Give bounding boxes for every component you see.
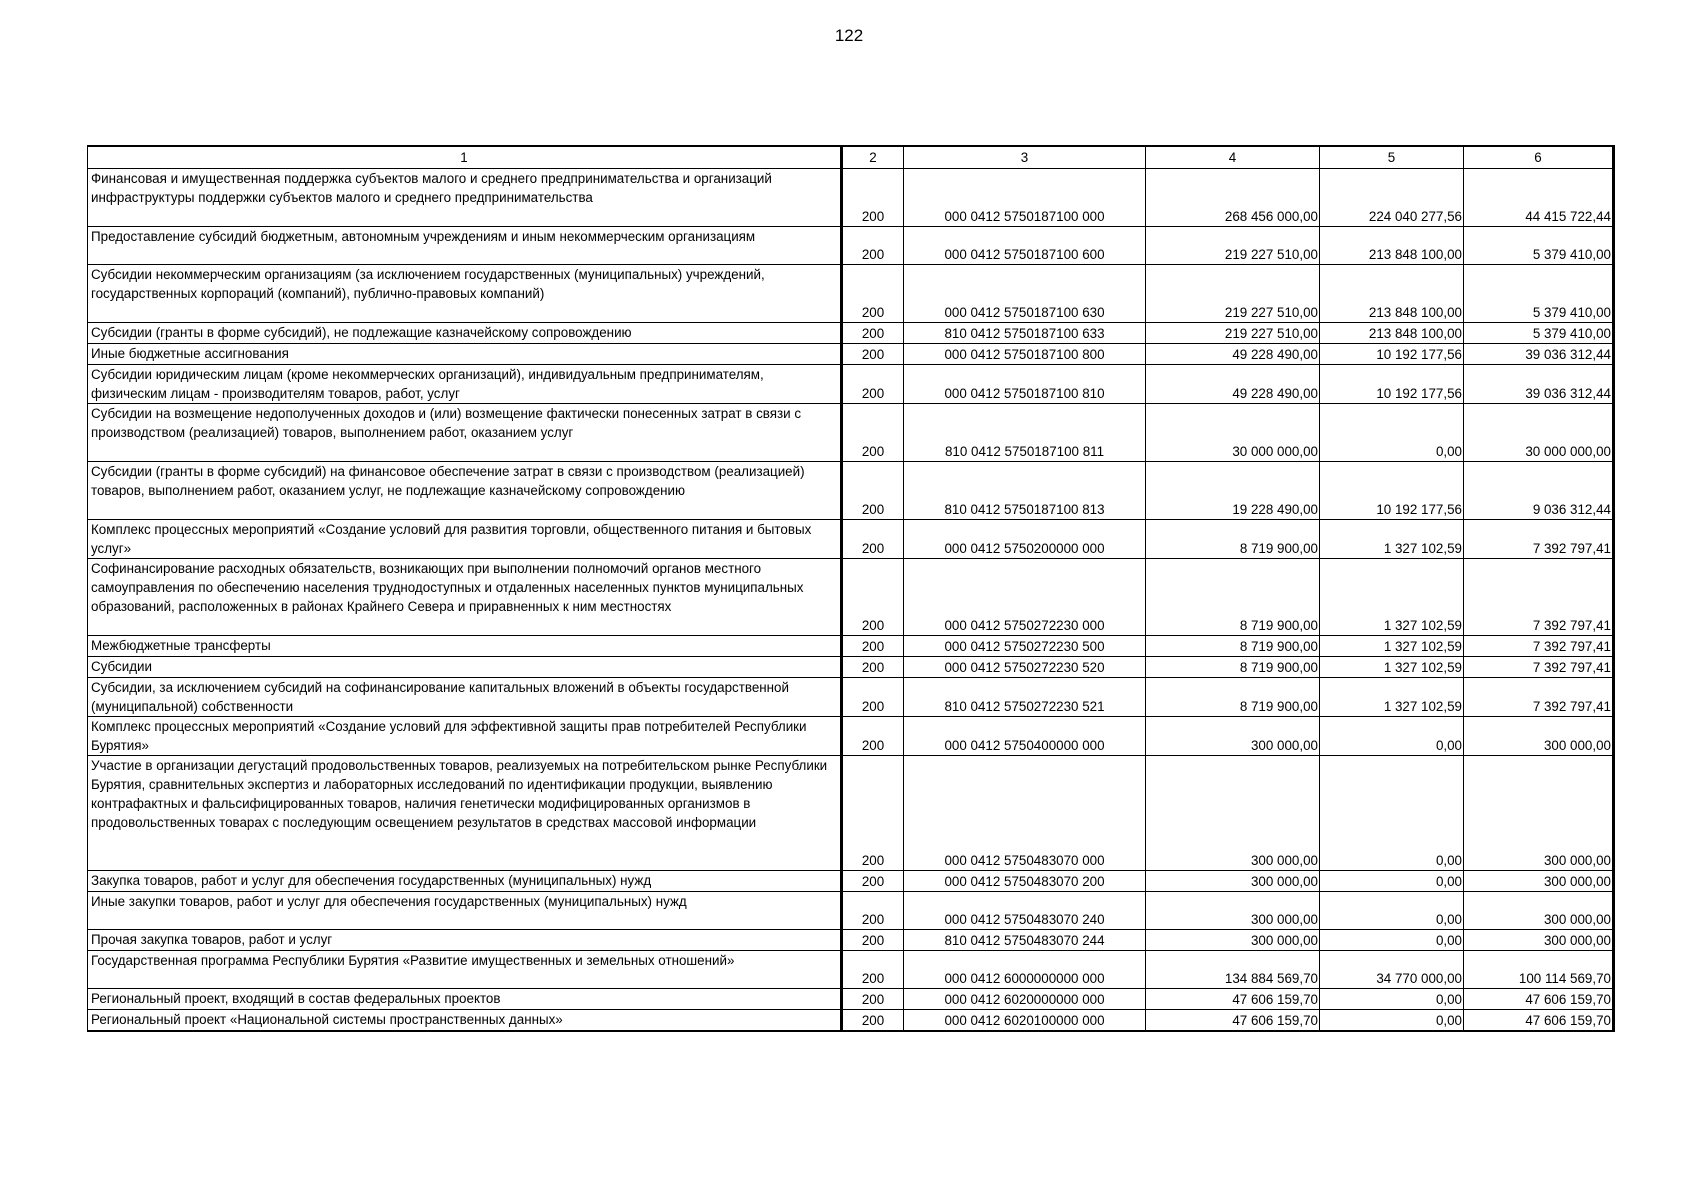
row-name: Межбюджетные трансферты <box>88 636 842 657</box>
row-col2-value: 200 <box>842 892 904 930</box>
row-col2-value: 200 <box>842 989 904 1010</box>
table-row <box>88 678 1614 717</box>
table-row <box>88 559 1614 636</box>
page-number: 122 <box>834 26 864 45</box>
row-budget-code: 000 0412 6020000000 000 <box>904 989 1146 1010</box>
row-col2-value: 200 <box>842 717 904 756</box>
row-amount-5: 1 327 102,59 <box>1320 678 1464 717</box>
row-amount-4: 8 719 900,00 <box>1146 636 1320 657</box>
row-amount-4: 47 606 159,70 <box>1146 989 1320 1010</box>
row-amount-5: 0,00 <box>1320 989 1464 1010</box>
row-amount-6: 7 392 797,41 <box>1464 678 1614 717</box>
table-body <box>88 169 1614 1031</box>
row-name: Субсидии на возмещение недополученных доходов и (или) возмещение фактически понесенных затрат в связи с производством (реализацией) товаров, выполнением работ, оказанием услуг <box>88 404 842 462</box>
row-budget-code: 000 0412 5750200000 000 <box>904 520 1146 559</box>
row-amount-6: 300 000,00 <box>1464 871 1614 892</box>
table-header-row <box>88 146 1614 169</box>
row-amount-6: 7 392 797,41 <box>1464 559 1614 636</box>
row-amount-5: 10 192 177,56 <box>1320 365 1464 404</box>
row-budget-code: 810 0412 5750483070 244 <box>904 930 1146 951</box>
row-amount-6: 30 000 000,00 <box>1464 404 1614 462</box>
row-amount-5: 213 848 100,00 <box>1320 227 1464 265</box>
table-row <box>88 636 1614 657</box>
table-row <box>88 323 1614 344</box>
row-name: Иные закупки товаров, работ и услуг для обеспечения государственных (муниципальных) нужд <box>88 892 842 930</box>
row-budget-code: 000 0412 5750272230 520 <box>904 657 1146 678</box>
table-row <box>88 951 1614 989</box>
row-budget-code: 810 0412 5750272230 521 <box>904 678 1146 717</box>
row-amount-5: 0,00 <box>1320 892 1464 930</box>
row-amount-4: 219 227 510,00 <box>1146 323 1320 344</box>
row-name: Прочая закупка товаров, работ и услуг <box>88 930 842 951</box>
table-row <box>88 989 1614 1010</box>
row-col2-value: 200 <box>842 520 904 559</box>
row-amount-5: 1 327 102,59 <box>1320 520 1464 559</box>
row-name: Субсидии, за исключением субсидий на софинансирование капитальных вложений в объекты государственной (муниципальной) собственности <box>88 678 842 717</box>
row-col2-value: 200 <box>842 559 904 636</box>
row-col2-value: 200 <box>842 951 904 989</box>
row-col2-value: 200 <box>842 265 904 323</box>
row-amount-5: 0,00 <box>1320 871 1464 892</box>
row-name: Софинансирование расходных обязательств, возникающих при выполнении полномочий органов местного самоуправления по обеспечению населения труднодоступных и отдаленных населенных пунктов муниципальных образований, расположенных в районах Крайнего Севера и приравненных к ним местностях <box>88 559 842 636</box>
row-amount-6: 300 000,00 <box>1464 756 1614 871</box>
row-col2-value: 200 <box>842 636 904 657</box>
row-amount-4: 219 227 510,00 <box>1146 265 1320 323</box>
row-col2-value: 200 <box>842 227 904 265</box>
row-amount-5: 0,00 <box>1320 404 1464 462</box>
row-col2-value: 200 <box>842 323 904 344</box>
row-name: Закупка товаров, работ и услуг для обеспечения государственных (муниципальных) нужд <box>88 871 842 892</box>
row-amount-5: 224 040 277,56 <box>1320 169 1464 227</box>
row-budget-code: 810 0412 5750187100 813 <box>904 462 1146 520</box>
row-budget-code: 000 0412 5750272230 500 <box>904 636 1146 657</box>
table-row <box>88 265 1614 323</box>
column-header-5: 5 <box>1320 146 1464 169</box>
row-amount-4: 47 606 159,70 <box>1146 1010 1320 1031</box>
row-col2-value: 200 <box>842 404 904 462</box>
row-amount-6: 300 000,00 <box>1464 717 1614 756</box>
row-name: Комплекс процессных мероприятий «Создание условий для развития торговли, общественного питания и бытовых услуг» <box>88 520 842 559</box>
row-amount-6: 44 415 722,44 <box>1464 169 1614 227</box>
row-budget-code: 000 0412 5750187100 810 <box>904 365 1146 404</box>
row-amount-5: 1 327 102,59 <box>1320 636 1464 657</box>
row-col2-value: 200 <box>842 871 904 892</box>
budget-table <box>87 145 1615 1032</box>
row-amount-5: 213 848 100,00 <box>1320 265 1464 323</box>
column-header-4: 4 <box>1146 146 1320 169</box>
row-amount-5: 0,00 <box>1320 1010 1464 1031</box>
column-header-2: 2 <box>842 146 904 169</box>
row-name: Субсидии (гранты в форме субсидий) на финансовое обеспечение затрат в связи с производством (реализацией) товаров, выполнением работ, оказанием услуг, не подлежащие казначейскому сопровождению <box>88 462 842 520</box>
table-row <box>88 365 1614 404</box>
row-amount-4: 8 719 900,00 <box>1146 678 1320 717</box>
row-name: Субсидии некоммерческим организациям (за исключением государственных (муниципальных) учреждений, государственных корпораций (компаний), публично-правовых компаний) <box>88 265 842 323</box>
row-budget-code: 000 0412 5750400000 000 <box>904 717 1146 756</box>
row-amount-5: 10 192 177,56 <box>1320 462 1464 520</box>
row-amount-4: 134 884 569,70 <box>1146 951 1320 989</box>
table-row <box>88 717 1614 756</box>
row-amount-6: 100 114 569,70 <box>1464 951 1614 989</box>
table-row <box>88 520 1614 559</box>
table-row <box>88 657 1614 678</box>
column-header-3: 3 <box>904 146 1146 169</box>
table-row <box>88 930 1614 951</box>
row-name: Региональный проект, входящий в состав федеральных проектов <box>88 989 842 1010</box>
row-col2-value: 200 <box>842 678 904 717</box>
row-budget-code: 000 0412 5750187100 630 <box>904 265 1146 323</box>
row-col2-value: 200 <box>842 930 904 951</box>
row-amount-6: 39 036 312,44 <box>1464 365 1614 404</box>
row-col2-value: 200 <box>842 756 904 871</box>
row-amount-4: 30 000 000,00 <box>1146 404 1320 462</box>
row-col2-value: 200 <box>842 169 904 227</box>
column-header-6: 6 <box>1464 146 1614 169</box>
row-amount-5: 34 770 000,00 <box>1320 951 1464 989</box>
row-amount-5: 0,00 <box>1320 930 1464 951</box>
row-name: Субсидии (гранты в форме субсидий), не подлежащие казначейскому сопровождению <box>88 323 842 344</box>
row-amount-6: 47 606 159,70 <box>1464 989 1614 1010</box>
row-name: Региональный проект «Национальной системы пространственных данных» <box>88 1010 842 1031</box>
row-name: Государственная программа Республики Бурятия «Развитие имущественных и земельных отношений» <box>88 951 842 989</box>
row-name: Комплекс процессных мероприятий «Создание условий для эффективной защиты прав потребителей Республики Бурятия» <box>88 717 842 756</box>
row-amount-4: 300 000,00 <box>1146 892 1320 930</box>
column-header-1: 1 <box>88 146 842 169</box>
row-col2-value: 200 <box>842 1010 904 1031</box>
table-row <box>88 756 1614 871</box>
row-name: Субсидии юридическим лицам (кроме некоммерческих организаций), индивидуальным предпринимателям, физическим лицам - производителям товаров, работ, услуг <box>88 365 842 404</box>
row-amount-6: 39 036 312,44 <box>1464 344 1614 365</box>
row-budget-code: 000 0412 5750483070 200 <box>904 871 1146 892</box>
row-amount-6: 300 000,00 <box>1464 892 1614 930</box>
row-budget-code: 810 0412 5750187100 633 <box>904 323 1146 344</box>
row-col2-value: 200 <box>842 344 904 365</box>
row-amount-5: 0,00 <box>1320 756 1464 871</box>
row-budget-code: 000 0412 5750483070 000 <box>904 756 1146 871</box>
table-row <box>88 1010 1614 1031</box>
row-name: Субсидии <box>88 657 842 678</box>
row-name: Иные бюджетные ассигнования <box>88 344 842 365</box>
table-row <box>88 892 1614 930</box>
row-budget-code: 000 0412 5750187100 800 <box>904 344 1146 365</box>
row-amount-4: 49 228 490,00 <box>1146 344 1320 365</box>
row-amount-4: 300 000,00 <box>1146 756 1320 871</box>
table-row <box>88 344 1614 365</box>
row-amount-6: 300 000,00 <box>1464 930 1614 951</box>
row-amount-6: 5 379 410,00 <box>1464 227 1614 265</box>
row-amount-4: 49 228 490,00 <box>1146 365 1320 404</box>
row-name: Участие в организации дегустаций продовольственных товаров, реализуемых на потребительском рынке Республики Бурятия, сравнительных экспертиз и лабораторных исследований по идентификации продукции, выявлению контрафактных и фальсифицированных товаров, наличия генетически модифицированных организмов в продовольственных товарах с последующим освещением результатов в средствах массовой информации <box>88 756 842 871</box>
row-name: Предоставление субсидий бюджетным, автономным учреждениям и иным некоммерческим организациям <box>88 227 842 265</box>
row-amount-6: 47 606 159,70 <box>1464 1010 1614 1031</box>
row-budget-code: 000 0412 5750483070 240 <box>904 892 1146 930</box>
row-amount-4: 8 719 900,00 <box>1146 520 1320 559</box>
row-amount-6: 5 379 410,00 <box>1464 265 1614 323</box>
row-amount-4: 8 719 900,00 <box>1146 657 1320 678</box>
row-col2-value: 200 <box>842 365 904 404</box>
row-amount-6: 7 392 797,41 <box>1464 520 1614 559</box>
table-row <box>88 871 1614 892</box>
row-budget-code: 000 0412 5750187100 600 <box>904 227 1146 265</box>
row-amount-5: 213 848 100,00 <box>1320 323 1464 344</box>
row-budget-code: 000 0412 6000000000 000 <box>904 951 1146 989</box>
row-amount-4: 300 000,00 <box>1146 871 1320 892</box>
row-col2-value: 200 <box>842 462 904 520</box>
row-name: Финансовая и имущественная поддержка субъектов малого и среднего предпринимательства и организаций инфраструктуры поддержки субъектов малого и среднего предпринимательства <box>88 169 842 227</box>
row-amount-4: 268 456 000,00 <box>1146 169 1320 227</box>
row-amount-4: 219 227 510,00 <box>1146 227 1320 265</box>
row-amount-6: 5 379 410,00 <box>1464 323 1614 344</box>
row-budget-code: 000 0412 6020100000 000 <box>904 1010 1146 1031</box>
row-amount-5: 0,00 <box>1320 717 1464 756</box>
row-col2-value: 200 <box>842 657 904 678</box>
row-amount-6: 7 392 797,41 <box>1464 636 1614 657</box>
row-amount-4: 300 000,00 <box>1146 717 1320 756</box>
table-row <box>88 227 1614 265</box>
row-amount-4: 8 719 900,00 <box>1146 559 1320 636</box>
row-amount-6: 7 392 797,41 <box>1464 657 1614 678</box>
row-amount-5: 10 192 177,56 <box>1320 344 1464 365</box>
row-budget-code: 000 0412 5750187100 000 <box>904 169 1146 227</box>
row-budget-code: 810 0412 5750187100 811 <box>904 404 1146 462</box>
table-row <box>88 462 1614 520</box>
row-budget-code: 000 0412 5750272230 000 <box>904 559 1146 636</box>
row-amount-6: 9 036 312,44 <box>1464 462 1614 520</box>
table-row <box>88 404 1614 462</box>
row-amount-5: 1 327 102,59 <box>1320 559 1464 636</box>
row-amount-4: 19 228 490,00 <box>1146 462 1320 520</box>
row-amount-4: 300 000,00 <box>1146 930 1320 951</box>
row-amount-5: 1 327 102,59 <box>1320 657 1464 678</box>
table-row <box>88 169 1614 227</box>
